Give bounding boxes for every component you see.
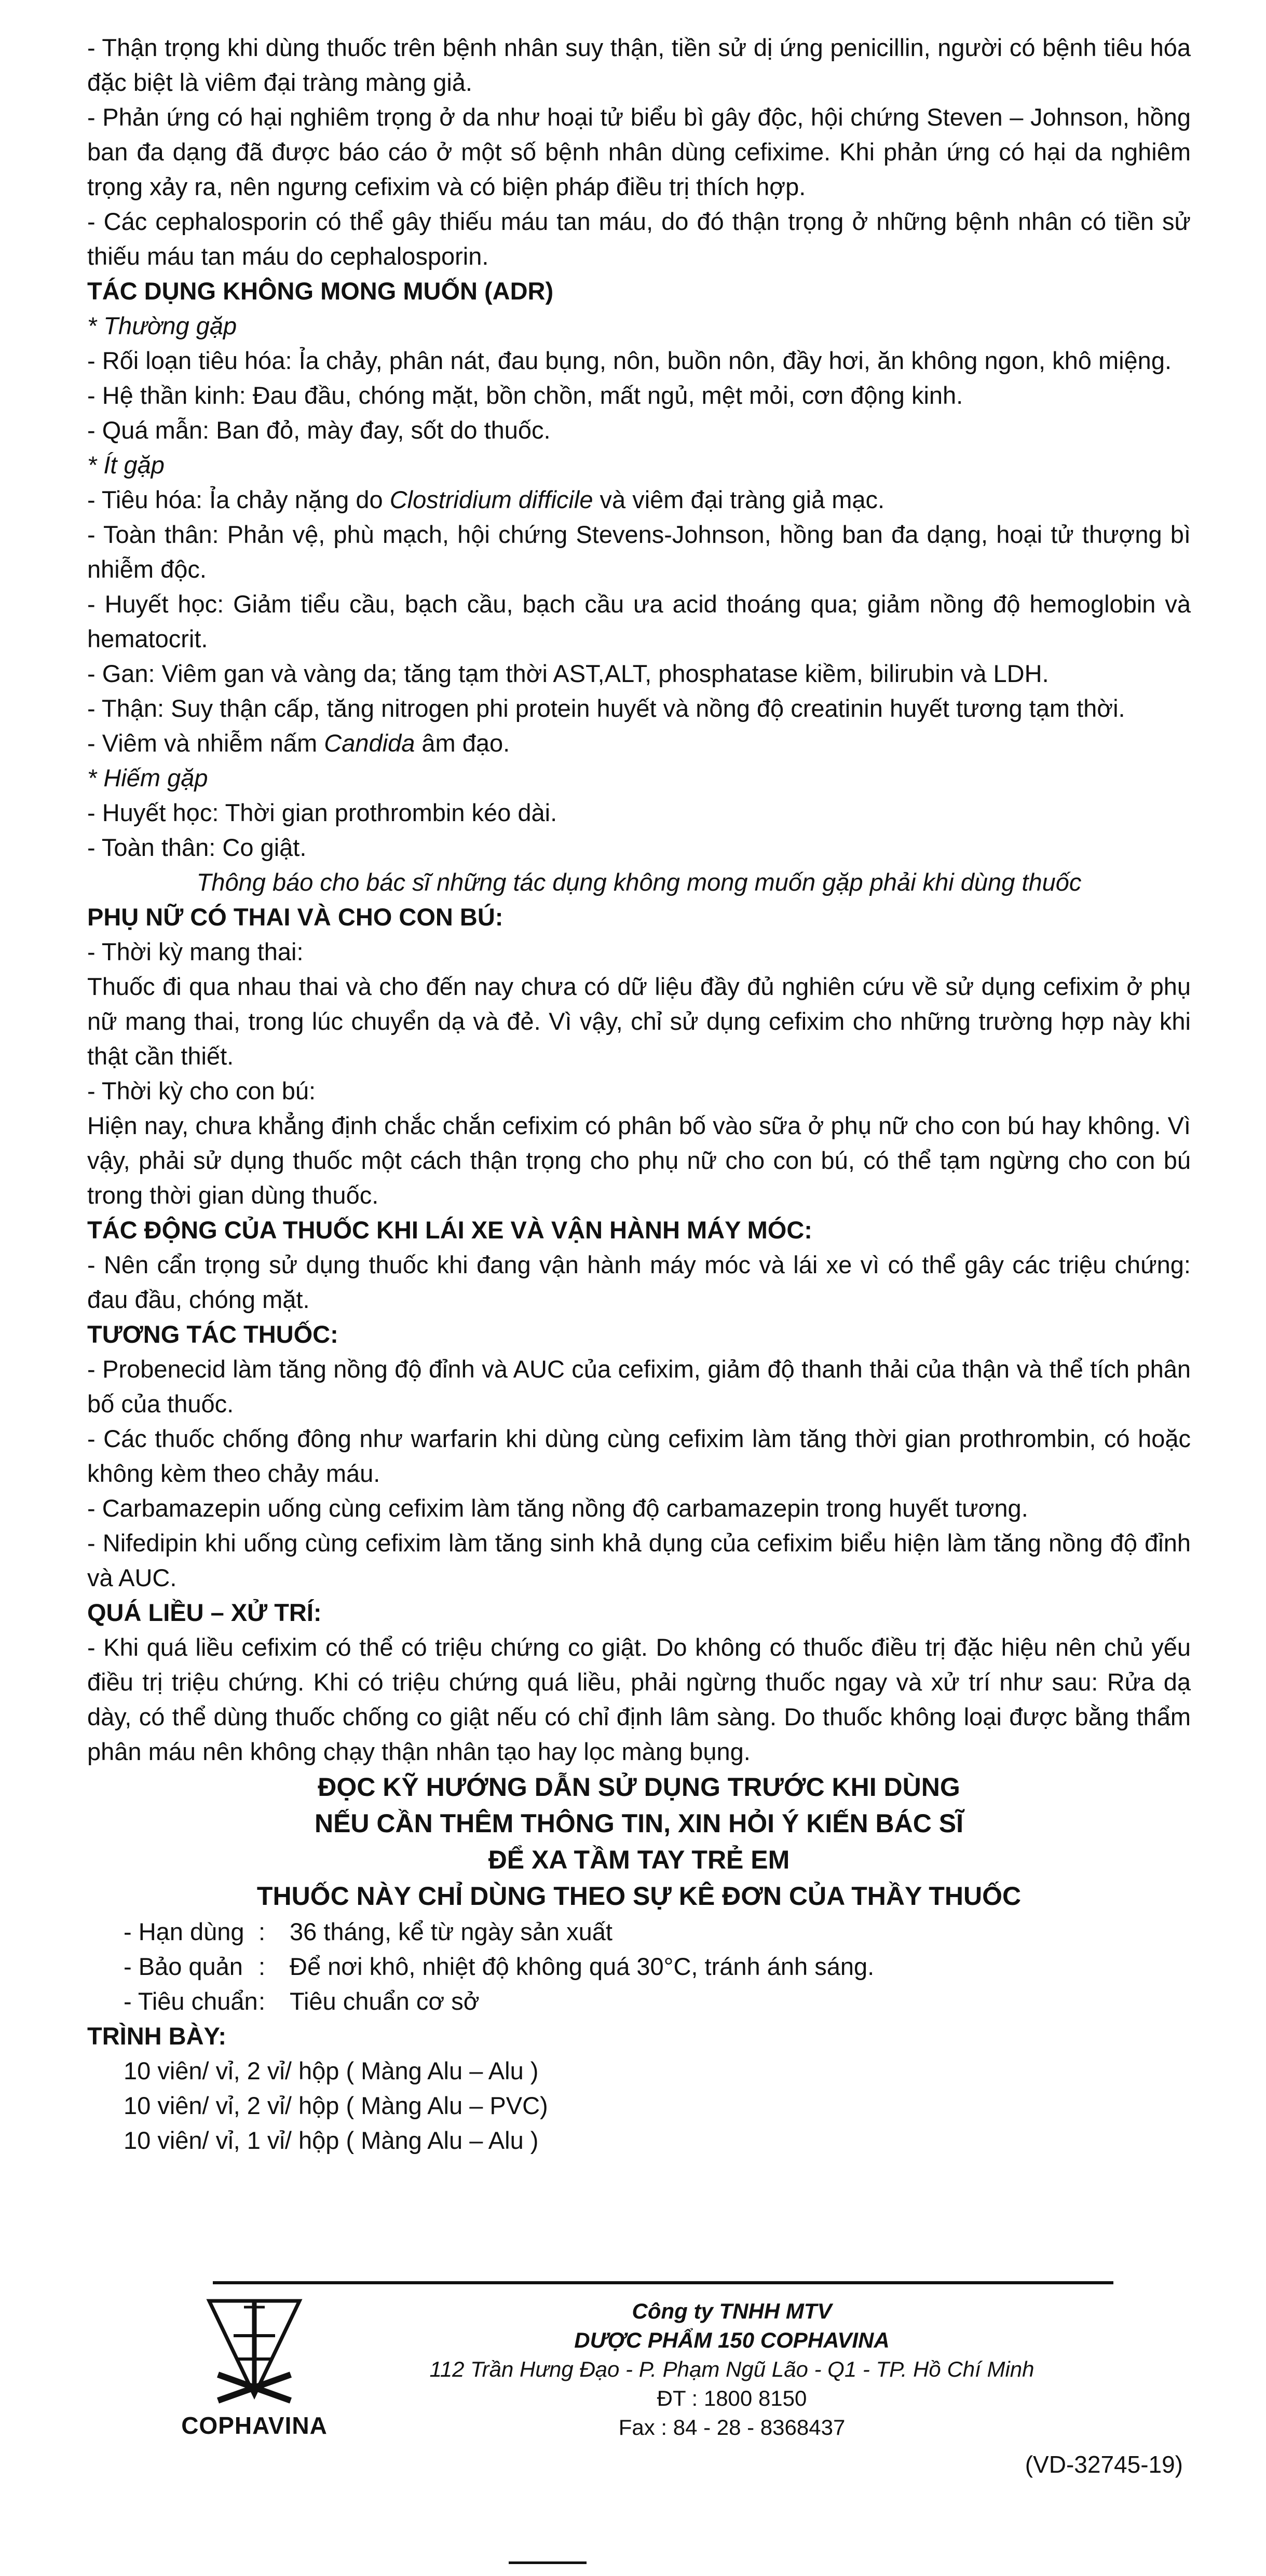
company-line: Công ty TNHH MTV — [632, 2299, 832, 2323]
lactation-text: Hiện nay, chưa khẳng định chắc chắn cefixim có phân bố vào sữa ở phụ nữ cho con bú hay không. Vì vậy, phải sử dụng thuốc một cách thận trọng cho phụ nữ cho con bú, có thể tạm ngừng cho con bú trong thời gian dùng thuốc. — [87, 1112, 1191, 1209]
driving-text: - Nên cẩn trọng sử dụng thuốc khi đang vận hành máy móc và lái xe vì có thể gây các triệu chứng: đau đầu, chóng mặt. — [87, 1251, 1191, 1313]
interaction-item: - Nifedipin khi uống cùng cefixim làm tăng sinh khả dụng của cefixim biểu hiện làm tăng nồng độ đỉnh và AUC. — [87, 1529, 1191, 1591]
registration-number: (VD-32745-19) — [1025, 2451, 1183, 2478]
pregnancy-label: - Thời kỳ mang thai: — [87, 938, 304, 965]
adr-uncommon-label: * Ít gặp — [87, 451, 165, 479]
adr-uncommon-item — [87, 482, 1191, 517]
cophavina-logo-icon — [205, 2297, 304, 2406]
meta-value: Để nơi khô, nhiệt độ không quá 30°C, tránh ánh sáng. — [290, 1953, 875, 1980]
precaution-item: - Phản ứng có hại nghiêm trọng ở da như hoại tử biểu bì gây độc, hội chứng Steven – Johnson, hồng ban đa dạng đã được báo cáo ở một số bệnh nhân dùng cefixime. Khi phản ứng có hại da nghiêm trọng xảy ra, nên ngưng cefixim và có biện pháp điều trị thích hợp. — [87, 103, 1191, 200]
precaution-item: - Các cephalosporin có thể gây thiếu máu tan máu, do đó thận trọng ở những bệnh nhân có tiền sử thiếu máu tan máu do cephalosporin. — [87, 208, 1191, 270]
adr-uncommon-item: - Thận: Suy thận cấp, tăng nitrogen phi protein huyết và nồng độ creatinin huyết tương tạm thời. — [87, 694, 1125, 722]
logo-wordmark: COPHAVINA — [181, 2412, 328, 2439]
footer-divider — [213, 2281, 1113, 2284]
pregnancy-text: Thuốc đi qua nhau thai và cho đến nay chưa có dữ liệu đầy đủ nghiên cứu về sử dụng cefixim ở phụ nữ mang thai, trong lúc chuyển dạ và đẻ. Vì vậy, chỉ sử dụng cefixim cho những trường hợp này khi thật cần thiết. — [87, 973, 1191, 1070]
meta-row-storage — [87, 1949, 1191, 1984]
interactions-heading: TƯƠNG TÁC THUỐC: — [87, 1320, 338, 1348]
company-fax: Fax : 84 - 28 - 8368437 — [618, 2415, 846, 2439]
text-segment: âm đạo. — [415, 729, 510, 757]
company-phone: ĐT : 1800 8150 — [657, 2386, 807, 2410]
adr-common-label: * Thường gặp — [87, 312, 237, 339]
meta-colon: : — [258, 1953, 266, 1980]
warning-line: NẾU CẦN THÊM THÔNG TIN, XIN HỎI Ý KIẾN BÁC SĨ — [314, 1809, 964, 1838]
text-segment: - Viêm và nhiễm nấm — [87, 729, 324, 757]
adr-uncommon-item — [87, 726, 1191, 760]
lactation-label: - Thời kỳ cho con bú: — [87, 1077, 316, 1105]
presentation-item: 10 viên/ vỉ, 2 vỉ/ hộp ( Màng Alu – Alu ) — [124, 2057, 539, 2084]
company-address: 112 Trần Hưng Đạo - P. Phạm Ngũ Lão - Q1 - TP. Hồ Chí Minh — [429, 2357, 1034, 2381]
meta-value: 36 tháng, kể từ ngày sản xuất — [290, 1918, 612, 1945]
adr-rare-label: * Hiếm gặp — [87, 764, 208, 792]
adr-rare-item: - Huyết học: Thời gian prothrombin kéo dài. — [87, 799, 557, 826]
interaction-item: - Các thuốc chống đông như warfarin khi dùng cùng cefixim làm tăng thời gian prothrombin, có hoặc không kèm theo chảy máu. — [87, 1425, 1191, 1487]
overdose-text: - Khi quá liều cefixim có thể có triệu chứng co giật. Do không có thuốc điều trị đặc hiệu nên chủ yếu điều trị triệu chứng. Khi có triệu chứng quá liều, phải ngừng thuốc ngay và xử trí như sau: Rửa dạ dày, có thể dùng thuốc chống co giật nếu có chỉ định lâm sàng. Do thuốc không loại được bằng thẩm phân máu nên không chạy thận nhân tạo hay lọc màng bụng. — [87, 1633, 1191, 1765]
interaction-item: - Probenecid làm tăng nồng độ đỉnh và AUC của cefixim, giảm độ thanh thải của thận và thể tích phân bố của thuốc. — [87, 1355, 1191, 1418]
precaution-item: - Thận trọng khi dùng thuốc trên bệnh nhân suy thận, tiền sử dị ứng penicillin, người có bệnh tiêu hóa đặc biệt là viêm đại tràng màng giả. — [87, 34, 1191, 96]
warning-line: ĐỌC KỸ HƯỚNG DẪN SỬ DỤNG TRƯỚC KHI DÙNG — [318, 1773, 960, 1802]
company-name: DƯỢC PHẨM 150 COPHAVINA — [574, 2328, 890, 2352]
presentation-item: 10 viên/ vỉ, 1 vỉ/ hộp ( Màng Alu – Alu ) — [124, 2127, 539, 2154]
meta-colon: : — [258, 1918, 266, 1945]
interaction-item: - Carbamazepin uống cùng cefixim làm tăng nồng độ carbamazepin trong huyết tương. — [87, 1494, 1028, 1522]
adr-common-item: - Hệ thần kinh: Đau đầu, chóng mặt, bồn chồn, mất ngủ, mệt mỏi, cơn động kinh. — [87, 381, 963, 409]
driving-heading: TÁC ĐỘNG CỦA THUỐC KHI LÁI XE VÀ VẬN HÀNH MÁY MÓC: — [87, 1216, 812, 1244]
meta-colon: : — [258, 1987, 266, 2015]
meta-value: Tiêu chuẩn cơ sở — [290, 1987, 480, 2015]
adr-heading: TÁC DỤNG KHÔNG MONG MUỐN (ADR) — [87, 277, 554, 305]
meta-key: - Hạn dùng — [124, 1918, 244, 1945]
meta-key: - Bảo quản — [124, 1953, 243, 1980]
meta-row-shelf-life — [87, 1914, 1191, 1949]
adr-uncommon-item: - Toàn thân: Phản vệ, phù mạch, hội chứng Stevens-Johnson, hồng ban đa dạng, hoại tử thượng bì nhiễm độc. — [87, 521, 1191, 583]
overdose-heading: QUÁ LIỀU – XỬ TRÍ: — [87, 1599, 322, 1626]
adr-note: Thông báo cho bác sĩ những tác dụng không mong muốn gặp phải khi dùng thuốc — [196, 868, 1082, 896]
meta-row-standard — [87, 1984, 1191, 2019]
adr-uncommon-item: - Gan: Viêm gan và vàng da; tăng tạm thời AST,ALT, phosphatase kiềm, bilirubin và LDH. — [87, 660, 1049, 687]
text-segment: và viêm đại tràng giả mạc. — [593, 486, 885, 513]
presentation-heading: TRÌNH BÀY: — [87, 2022, 227, 2050]
warning-line: THUỐC NÀY CHỈ DÙNG THEO SỰ KÊ ĐƠN CỦA THẦY THUỐC — [256, 1882, 1022, 1911]
meta-key: - Tiêu chuẩn — [124, 1987, 258, 2015]
edge-mark — [509, 2561, 587, 2564]
text-segment: - Tiêu hóa: Ỉa chảy nặng do — [87, 486, 390, 513]
company-block — [394, 2297, 1069, 2442]
adr-common-item: - Quá mẫn: Ban đỏ, mày đay, sốt do thuốc. — [87, 416, 551, 444]
adr-uncommon-item: - Huyết học: Giảm tiểu cầu, bạch cầu, bạch cầu ưa acid thoáng qua; giảm nồng độ hemoglobin và hematocrit. — [87, 590, 1191, 652]
pregnancy-heading: PHỤ NỮ CÓ THAI VÀ CHO CON BÚ: — [87, 903, 503, 931]
organism-name: Clostridium difficile — [389, 486, 593, 513]
organism-name: Candida — [324, 729, 415, 757]
adr-common-item: - Rối loạn tiêu hóa: Ỉa chảy, phân nát, đau bụng, nôn, buồn nôn, đầy hơi, ăn không ngon, khô miệng. — [87, 347, 1172, 374]
adr-rare-item: - Toàn thân: Co giật. — [87, 834, 307, 861]
presentation-item: 10 viên/ vỉ, 2 vỉ/ hộp ( Màng Alu – PVC) — [124, 2092, 548, 2119]
warning-line: ĐỂ XA TẦM TAY TRẺ EM — [488, 1845, 790, 1874]
